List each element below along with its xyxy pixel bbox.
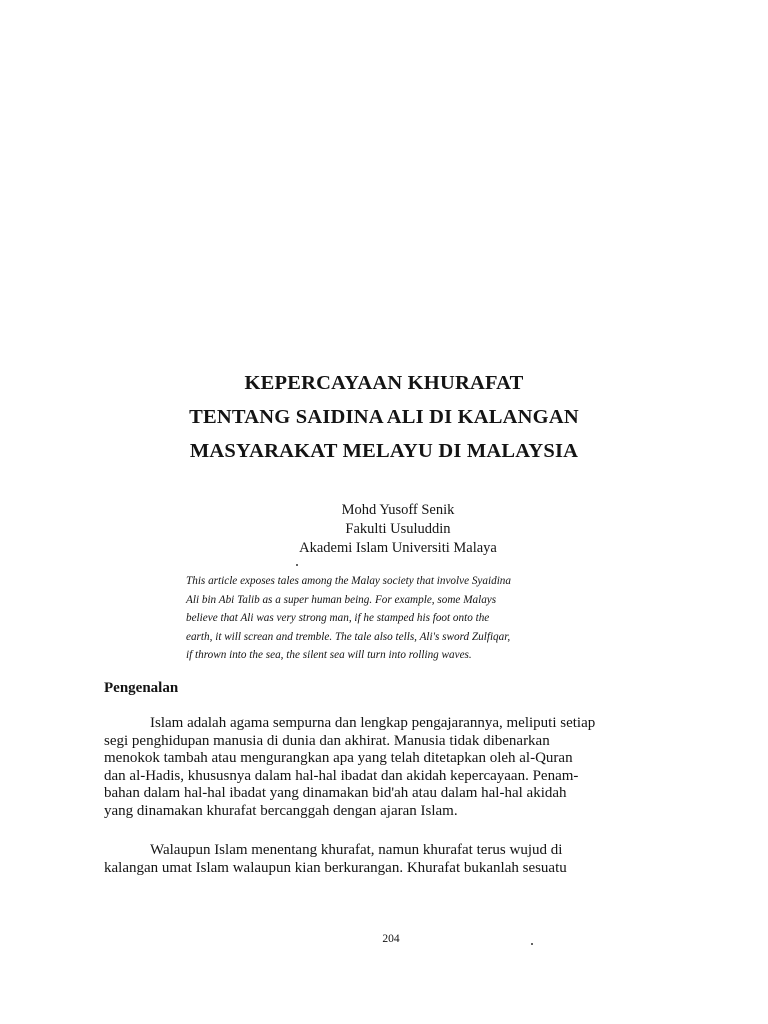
- abstract-line: This article exposes tales among the Malay society that involve Syaidina: [186, 575, 511, 587]
- title-line-3: MASYARAKAT MELAYU DI MALAYSIA: [189, 440, 579, 462]
- paragraph-line: Islam adalah agama sempurna dan lengkap pengajarannya, meliputi setiap: [150, 715, 596, 731]
- author-name: Mohd Yusoff Senik: [341, 502, 455, 518]
- paragraph-line: kalangan umat Islam walaupun kian berkurangan. Khurafat bukanlah sesuatu: [104, 859, 567, 876]
- scan-speck: [531, 943, 533, 945]
- body-paragraph-1: [104, 715, 687, 821]
- page-number: 204: [382, 933, 400, 945]
- abstract: [186, 572, 638, 665]
- article-title: [0, 366, 768, 468]
- paragraph-line: bahan dalam hal-hal ibadat yang dinamakan bid'ah atau dalam hal-hal akidah: [104, 785, 567, 802]
- paragraph-line: Walaupun Islam menentang khurafat, namun khurafat terus wujud di: [150, 842, 563, 858]
- body-paragraph-2: [104, 842, 687, 877]
- section-heading: Pengenalan: [104, 680, 179, 696]
- paragraph-line: segi penghidupan manusia di dunia dan akhirat. Manusia tidak dibenarkan: [104, 732, 550, 749]
- scan-speck: [296, 564, 298, 566]
- abstract-line: Ali bin Abi Talib as a super human being. For example, some Malays: [186, 593, 497, 606]
- title-line-1: KEPERCAYAAN KHURAFAT: [244, 372, 524, 394]
- author-faculty: Fakulti Usuluddin: [345, 521, 451, 537]
- author-institution: Akademi Islam Universiti Malaya: [299, 540, 497, 556]
- paragraph-line: yang dinamakan khurafat bercanggah dengan ajaran Islam.: [104, 802, 458, 819]
- title-line-2: TENTANG SAIDINA ALI DI KALANGAN: [189, 406, 579, 428]
- author-block: [0, 501, 768, 558]
- abstract-line: believe that Ali was very strong man, if he stamped his foot onto the: [186, 612, 490, 624]
- paragraph-line: menokok tambah atau mengurangkan apa yang telah ditetapkan oleh al-Quran: [104, 750, 573, 767]
- paragraph-line: dan al-Hadis, khususnya dalam hal-hal ibadat dan akidah kepercayaan. Penam-: [104, 767, 579, 784]
- abstract-line: earth, it will screan and tremble. The tale also tells, Ali's sword Zulfiqar,: [186, 630, 511, 643]
- abstract-line: if thrown into the sea, the silent sea will turn into rolling waves.: [186, 649, 472, 661]
